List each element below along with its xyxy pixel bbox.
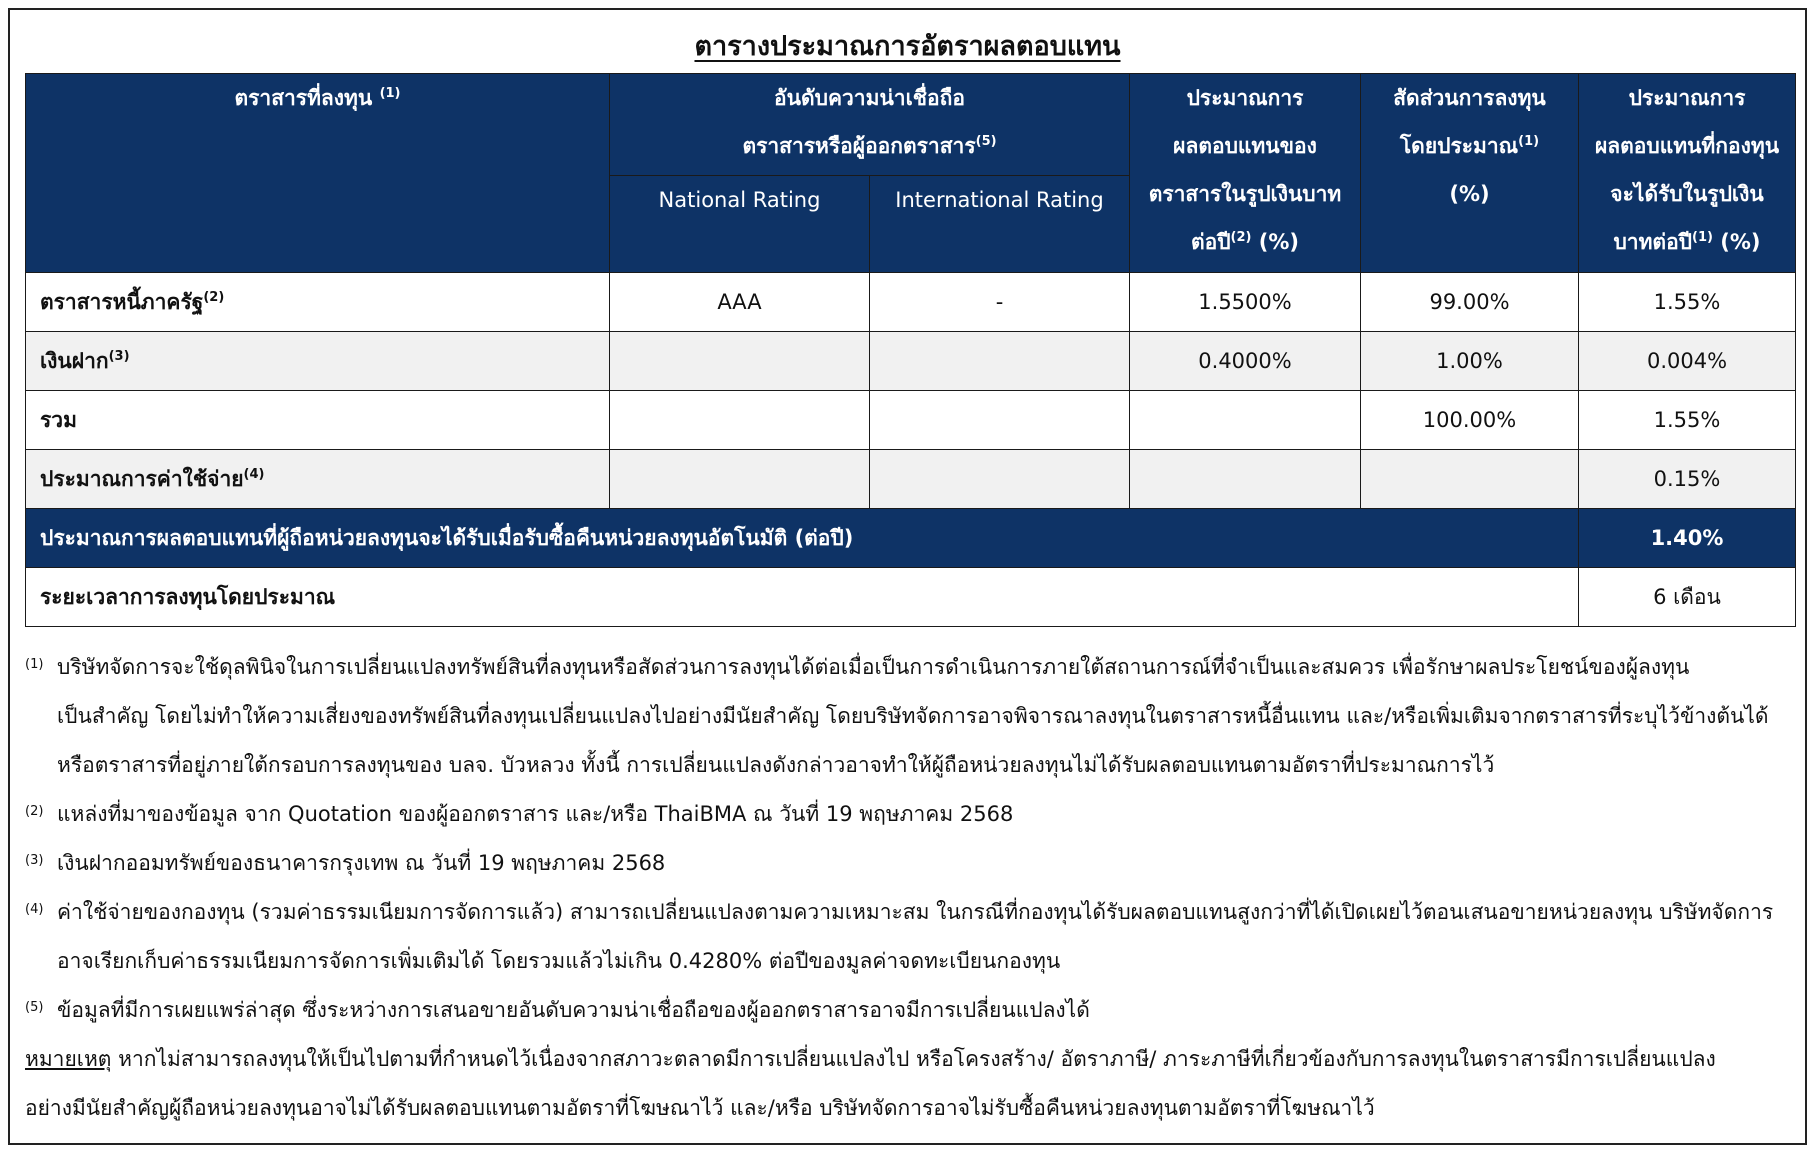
total-return-value: 1.40% [1579, 509, 1796, 568]
duration-value: 6 เดือน [1579, 568, 1796, 627]
cell-international-rating [870, 450, 1130, 509]
row-label: รวม [26, 391, 610, 450]
remark-label: หมายเหตุ [25, 1047, 112, 1071]
return-estimate-table [25, 73, 1796, 627]
cell-proportion: 99.00% [1361, 273, 1579, 332]
cell-fund-yield: 1.55% [1579, 391, 1796, 450]
duration-label: ระยะเวลาการลงทุนโดยประมาณ [26, 568, 1579, 627]
total-return-label: ประมาณการผลตอบแทนที่ผู้ถือหน่วยลงทุนจะได้รับเมื่อรับซื้อคืนหน่วยลงทุนอัตโนมัติ (ต่อปี) [26, 509, 1579, 568]
remark: หมายเหตุ หากไม่สามารถลงทุนให้เป็นไปตามที่กำหนดไว้เนื่องจากสภาวะตลาดมีการเปลี่ยนแปลงไป หรือโครงสร้าง/ อัตราภาษี/ ภาระภาษีที่เกี่ยวข้องกับการลงทุนในตราสารมีการเปลี่ยนแปลง อย่างมีนัยสำคัญผู้ถือหน่วยลงทุนอาจไม่ได้รับผลตอบแทนตามอัตราที่โฆษณาไว้ และ/หรือ บริษัทจัดการอาจไม่รับซื้อคืนหน่วยลงทุนตามอัตราที่โฆษณาไว้ [25, 1047, 1716, 1120]
cell-proportion: 100.00% [1361, 391, 1579, 450]
table-row [26, 391, 1796, 450]
table-row [26, 450, 1796, 509]
cell-proportion: 1.00% [1361, 332, 1579, 391]
total-return-row [26, 509, 1796, 568]
footnote-5: (5) ข้อมูลที่มีการเผยแพร่ล่าสุด ซึ่งระหว่างการเสนอขายอันดับความน่าเชื่อถือของผู้ออกตราสารอาจมีการเปลี่ยนแปลงได้ [25, 998, 1090, 1022]
header-proportion: สัดส่วนการลงทุน โดยประมาณ$^{(1)}$ (%) [1361, 74, 1579, 273]
cell-international-rating [870, 391, 1130, 450]
cell-fund-yield: 0.15% [1579, 450, 1796, 509]
header-national-rating: National Rating [610, 176, 870, 273]
cell-national-rating [610, 450, 870, 509]
document-frame [8, 8, 1807, 1145]
row-label: ประมาณการค่าใช้จ่าย$^{(4)}$ [26, 450, 610, 509]
cell-national-rating: AAA [610, 273, 870, 332]
header-instrument-yield: ประมาณการ ผลตอบแทนของ ตราสารในรูปเงินบาท ต่อปี$^{(2)}$ (%) [1130, 74, 1361, 273]
footnote-4: (4) ค่าใช้จ่ายของกองทุน (รวมค่าธรรมเนียมการจัดการแล้ว) สามารถเปลี่ยนแปลงตามความเหมาะสม ในกรณีที่กองทุนได้รับผลตอบแทนสูงกว่าที่ได้เปิดเผยไว้ตอนเสนอขายหน่วยลงทุน บริษัทจัดการ อาจเรียกเก็บค่าธรรมเนียมการจัดการเพิ่มเติมได้ โดยรวมแล้วไม่เกิน 0.4280% ต่อปีของมูลค่าจดทะเบียนกองทุน [25, 900, 1774, 973]
row-label: ตราสารหนี้ภาครัฐ$^{(2)}$ [26, 273, 610, 332]
cell-instrument-yield: 0.4000% [1130, 332, 1361, 391]
cell-international-rating [870, 332, 1130, 391]
footnote-3: (3) เงินฝากออมทรัพย์ของธนาคารกรุงเทพ ณ วันที่ 19 พฤษภาคม 2568 [25, 851, 666, 875]
cell-instrument-yield [1130, 450, 1361, 509]
footnotes [25, 643, 1795, 1133]
cell-instrument-yield [1130, 391, 1361, 450]
cell-instrument-yield: 1.5500% [1130, 273, 1361, 332]
header-instrument: ตราสารที่ลงทุน $^{(1)}$ [26, 74, 610, 273]
cell-fund-yield: 0.004% [1579, 332, 1796, 391]
cell-proportion [1361, 450, 1579, 509]
page-title: ตารางประมาณการอัตราผลตอบแทน [694, 31, 1121, 62]
table-row [26, 332, 1796, 391]
duration-row [26, 568, 1796, 627]
cell-national-rating [610, 332, 870, 391]
cell-international-rating: - [870, 273, 1130, 332]
header-international-rating: International Rating [870, 176, 1130, 273]
header-credit-rating: อันดับความน่าเชื่อถือ ตราสารหรือผู้ออกตราสาร$^{(5)}$ [610, 74, 1130, 176]
header-fund-yield: ประมาณการ ผลตอบแทนที่กองทุน จะได้รับในรูปเงิน บาทต่อปี$^{(1)}$ (%) [1579, 74, 1796, 273]
table-row [26, 273, 1796, 332]
cell-fund-yield: 1.55% [1579, 273, 1796, 332]
footnote-1: (1) บริษัทจัดการจะใช้ดุลพินิจในการเปลี่ยนแปลงทรัพย์สินที่ลงทุนหรือสัดส่วนการลงทุนได้ต่อเมื่อเป็นการดำเนินการภายใต้สถานการณ์ที่จำเป็นและสมควร เพื่อรักษาผลประโยชน์ของผู้ลงทุน เป็นสำคัญ โดยไม่ทำให้ความเสี่ยงของทรัพย์สินที่ลงทุนเปลี่ยนแปลงไปอย่างมีนัยสำคัญ โดยบริษัทจัดการอาจพิจารณาลงทุนในตราสารหนี้อื่นแทน และ/หรือเพิ่มเติมจากตราสารที่ระบุไว้ข้างต้นได้ หรือตราสารที่อยู่ภายใต้กรอบการลงทุนของ บลจ. บัวหลวง ทั้งนี้ การเปลี่ยนแปลงดังกล่าวอาจทำให้ผู้ถือหน่วยลงทุนไม่ได้รับผลตอบแทนตามอัตราที่ประมาณการไว้ [25, 655, 1769, 777]
footnote-2: (2) แหล่งที่มาของข้อมูล จาก Quotation ของผู้ออกตราสาร และ/หรือ ThaiBMA ณ วันที่ 19 พฤษภาคม 2568 [25, 802, 1014, 826]
cell-national-rating [610, 391, 870, 450]
row-label: เงินฝาก$^{(3)}$ [26, 332, 610, 391]
